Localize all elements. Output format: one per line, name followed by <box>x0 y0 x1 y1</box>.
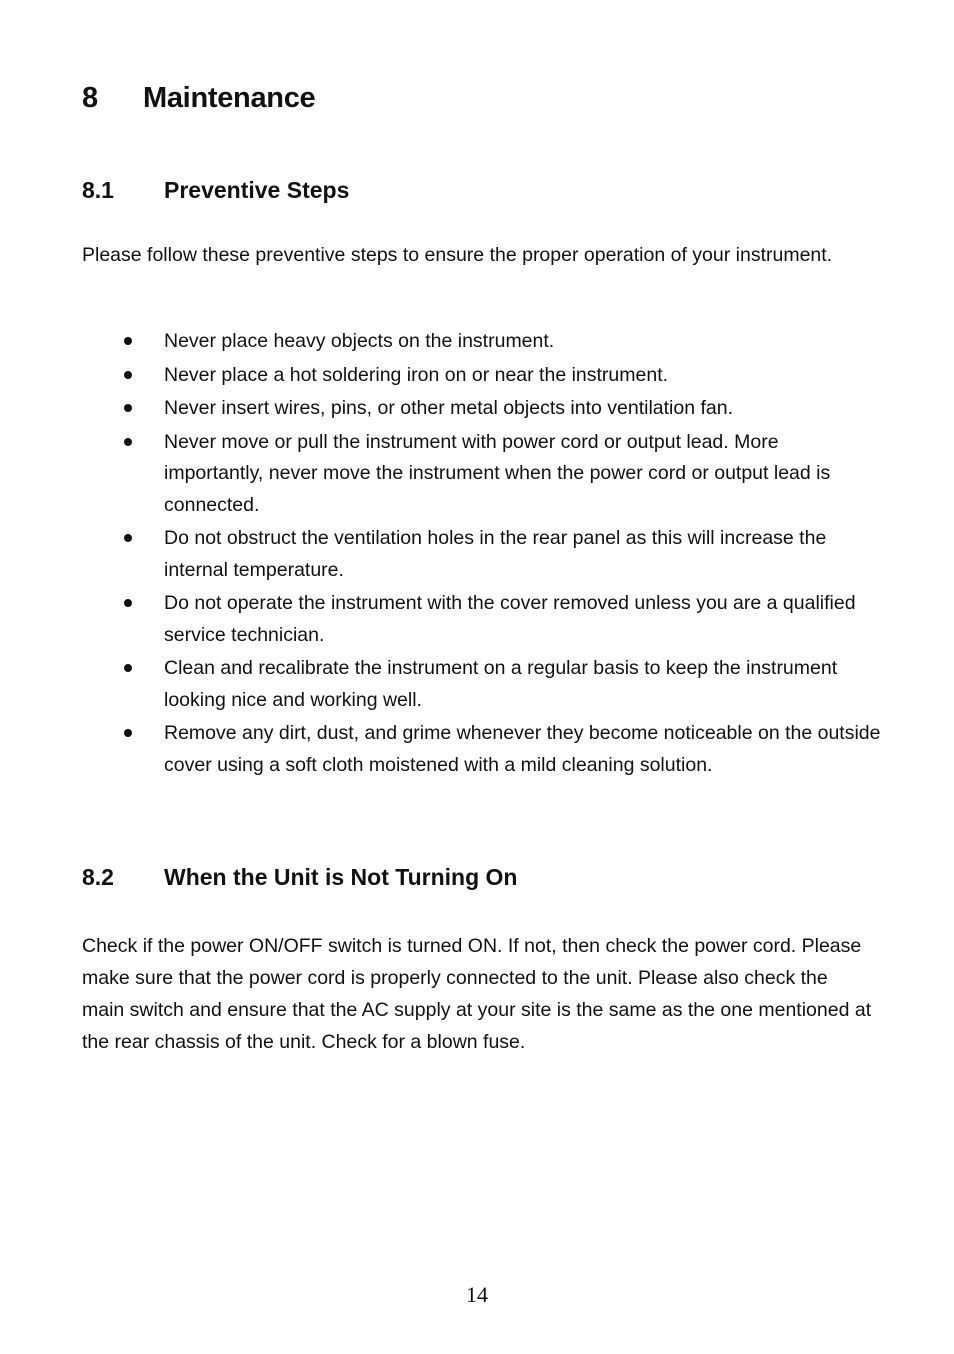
bullet-icon <box>124 729 132 737</box>
page-number: 14 <box>466 1282 488 1307</box>
subsection-heading-not-turning-on <box>82 864 517 891</box>
subsection-title: Preventive Steps <box>164 177 350 203</box>
bullet-icon <box>124 534 132 542</box>
list-item-text: Never move or pull the instrument with power cord or output lead. More importantly, never move the instrument when the power cord or output lead is connected. <box>164 430 831 516</box>
subsection-number: 8.1 <box>82 177 114 203</box>
list-item <box>82 326 882 358</box>
section-title: Maintenance <box>143 82 316 114</box>
list-item-text: Clean and recalibrate the instrument on a regular basis to keep the instrument looking nice and working well. <box>164 657 838 711</box>
subsection-number: 8.2 <box>82 864 114 890</box>
list-item-text: Never place a hot soldering iron on or near the instrument. <box>164 363 669 386</box>
bullet-icon <box>124 599 132 607</box>
list-item-text: Never place heavy objects on the instrument. <box>164 330 555 352</box>
list-item <box>82 653 882 716</box>
bullet-icon <box>124 438 132 446</box>
bullet-icon <box>124 337 132 345</box>
list-item <box>82 588 882 651</box>
subsection-title: When the Unit is Not Turning On <box>164 864 518 890</box>
list-item <box>82 393 882 425</box>
bullet-icon <box>124 404 132 412</box>
list-item <box>82 360 882 392</box>
list-item-text: Do not operate the instrument with the cover removed unless you are a qualified service technician. <box>164 592 856 646</box>
bullet-icon <box>124 371 132 379</box>
subsection-heading-preventive-steps <box>82 177 349 204</box>
intro-paragraph: Please follow these preventive steps to ensure the proper operation of your instrument. <box>82 244 833 266</box>
list-item <box>82 427 882 522</box>
list-item-text: Never insert wires, pins, or other metal objects into ventilation fan. <box>164 397 734 419</box>
list-item <box>82 718 882 781</box>
section-heading <box>82 82 315 115</box>
list-item-text: Do not obstruct the ventilation holes in the rear panel as this will increase the internal temperature. <box>164 527 827 581</box>
section-number: 8 <box>82 82 98 114</box>
preventive-steps-list <box>82 326 882 783</box>
troubleshooting-paragraph: Check if the power ON/OFF switch is turned ON. If not, then check the power cord. Please make sure that the power cord is properly connected to the unit. Please also check the main switch and ensure that the AC supply at your site is the same as the one mentioned at the rear chassis of the unit. Check for a blown fuse. <box>82 935 872 1053</box>
bullet-icon <box>124 664 132 672</box>
list-item-text: Remove any dirt, dust, and grime whenever they become noticeable on the outside cover using a soft cloth moistened with a mild cleaning solution. <box>164 722 881 776</box>
list-item <box>82 523 882 586</box>
